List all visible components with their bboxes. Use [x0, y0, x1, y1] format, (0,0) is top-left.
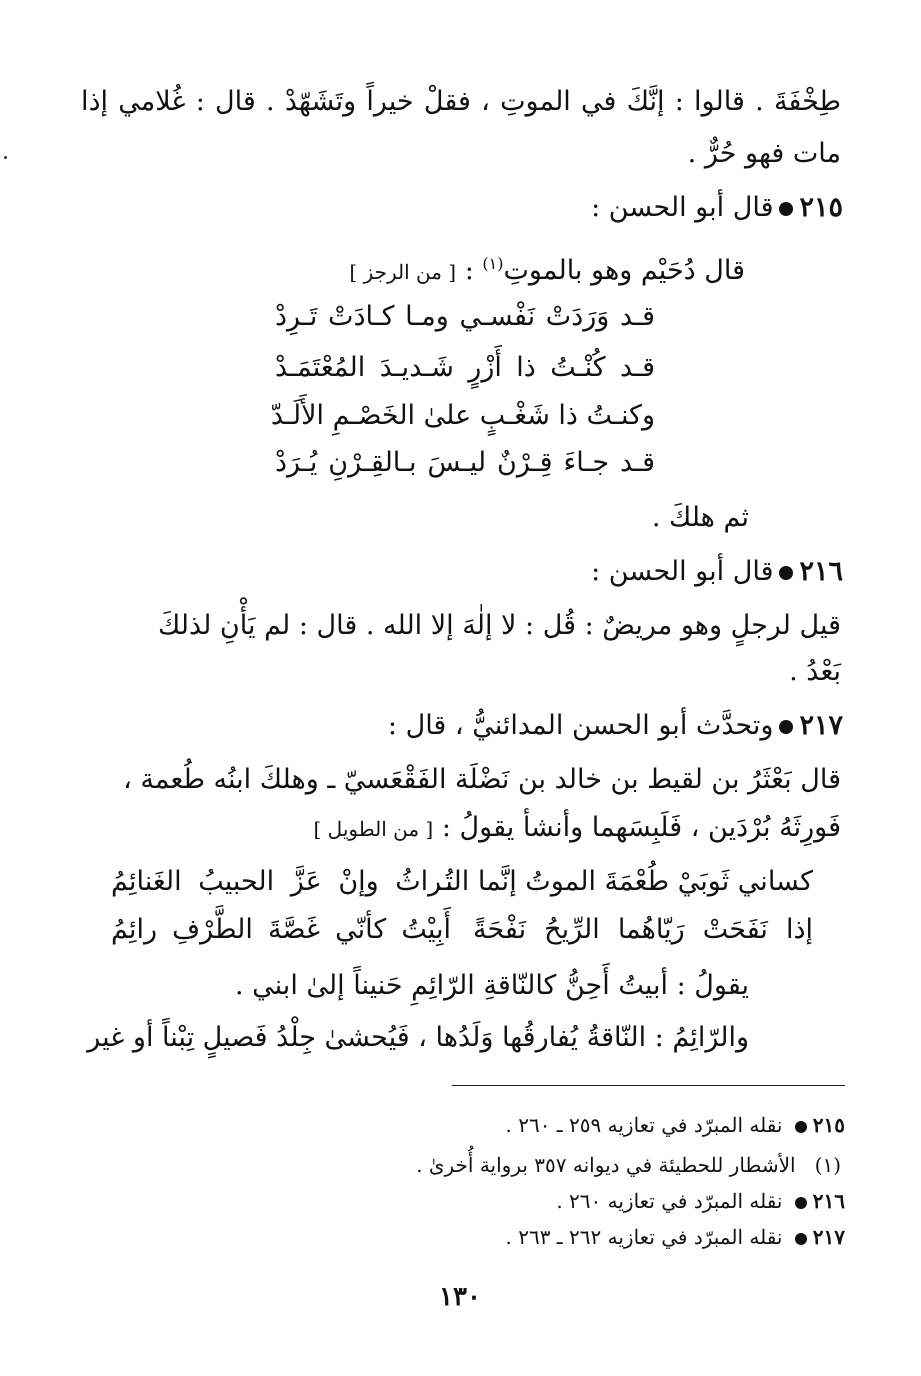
bullet-icon	[779, 566, 793, 580]
colon: :	[464, 255, 474, 286]
page-number: ١٣٠	[439, 1282, 481, 1312]
paragraph-line: قال بَعْثَرُ بن لقيط بن خالد بن نَضْلَة الفَقْعَسيّ ـ وهلكَ ابنُه طُعمة ،	[123, 764, 841, 795]
entry-number: ٢١٧	[799, 710, 843, 741]
entry-heading-text: قال أبو الحسن :	[591, 556, 774, 587]
paragraph-line: قيل لرجلٍ وهو مريضٌ : قُل : لا إلٰهَ إلا الله . قال : لم يَأْنِ لذلكَ	[157, 610, 841, 641]
closing-line: ثم هلكَ .	[651, 502, 749, 533]
meter-label: [ من الطويل ]	[313, 817, 434, 841]
entry-heading-215	[591, 188, 843, 228]
verse-line: قـد جـاءَ قِـرْنٌ ليـسَ بـالقِـرْنِ يُـرَدْ	[275, 447, 655, 478]
verse-hemistich-first: كساني ثَوبَيْ طُعْمَةَ الموتُ إنَّما التُـ	[437, 866, 813, 897]
bullet-icon	[779, 720, 793, 734]
poem-intro-text: قال دُحَيْم وهو بالموتِ	[503, 255, 745, 286]
footnote	[506, 1222, 846, 1252]
entry-number: ٢١٥	[799, 192, 843, 223]
bullet-icon	[795, 1233, 807, 1245]
verse-line: قـد كُنْـتُ ذا أَزْرٍ شَـديـدَ المُعْتَمَـدْ	[275, 352, 655, 383]
paragraph-text: فَورِثَهُ بُرْدَين ، فَلَبِسَهما وأنشأ يقولُ :	[441, 812, 841, 843]
footnote-number: ٢١٧	[812, 1225, 845, 1249]
bullet-icon	[795, 1197, 807, 1209]
entry-heading-217	[388, 706, 843, 746]
paragraph-line	[314, 808, 841, 849]
verse-hemistich-second: أَبِيْتُ كأنّي غَصَّةَ الطَّرْفِ رائِمُ	[111, 914, 451, 945]
verse-hemistich-second: ـراثُ وإنْ عَزَّ الحبيبُ الغَنائِمُ	[111, 866, 451, 897]
margin-speck	[4, 156, 7, 159]
paragraph-line: طِخْفَةَ . قالوا : إنَّكَ في الموتِ ، فقلْ خيراً وتَشَهّدْ . قال : غُلامي إذا	[81, 86, 841, 117]
paragraph-line: والرّائِمُ : النّاقةُ يُفارقُها وَلَدُها ، فَيُحشىٰ جِلْدُ فَصيلٍ تِبْناً أو غير	[87, 1022, 749, 1053]
footnote	[506, 1110, 846, 1140]
footnote	[556, 1186, 845, 1216]
footnote-text: نقله المبرّد في تعازيه ٢٥٩ ـ ٢٦٠ .	[505, 1113, 783, 1137]
entry-heading-text: قال أبو الحسن :	[591, 192, 774, 223]
footnote-text: نقله المبرّد في تعازيه ٢٦٢ ـ ٢٦٣ .	[505, 1225, 783, 1249]
footnote	[416, 1150, 841, 1180]
bullet-icon	[795, 1121, 807, 1133]
paragraph-line: بَعْدُ .	[789, 656, 841, 687]
meter-label: [ من الرجز ]	[349, 260, 457, 284]
poem-intro	[349, 244, 745, 292]
footnote-number: ٢١٦	[812, 1189, 845, 1213]
entry-heading-216	[591, 552, 843, 592]
footnote-text: نقله المبرّد في تعازيه ٢٦٠ .	[556, 1189, 783, 1213]
footnote-number: ٢١٥	[812, 1113, 845, 1137]
entry-heading-text: وتحدَّث أبو الحسن المدائنيُّ ، قال :	[387, 710, 774, 741]
footnote-number: (١)	[814, 1153, 841, 1177]
footnote-marker: (١)	[482, 254, 504, 273]
bullet-icon	[779, 202, 793, 216]
footnote-text: الأشطار للحطيئة في ديوانه ٣٥٧ برواية أُخرىٰ .	[416, 1153, 796, 1177]
verse-line: وكنـتُ ذا شَغْـبٍ علىٰ الخَصْـمِ الأَلَـدّ	[270, 400, 655, 431]
entry-number: ٢١٦	[799, 556, 843, 587]
paragraph-line: مات فهو حُرٌّ .	[687, 138, 841, 169]
verse-hemistich-first: إذا نَفَحَتْ رَيّاهُما الرِّيحُ نَفْحَةً	[473, 914, 813, 945]
paragraph-line: يقولُ : أبيتُ أَحِنُّ كالنّاقةِ الرّائِمِ حَنيناً إلىٰ ابني .	[234, 970, 749, 1001]
verse-line: قـد وَرَدَتْ نَفْسـي ومـا كـادَتْ تَـرِدْ	[275, 301, 655, 332]
footnote-divider	[452, 1085, 845, 1086]
